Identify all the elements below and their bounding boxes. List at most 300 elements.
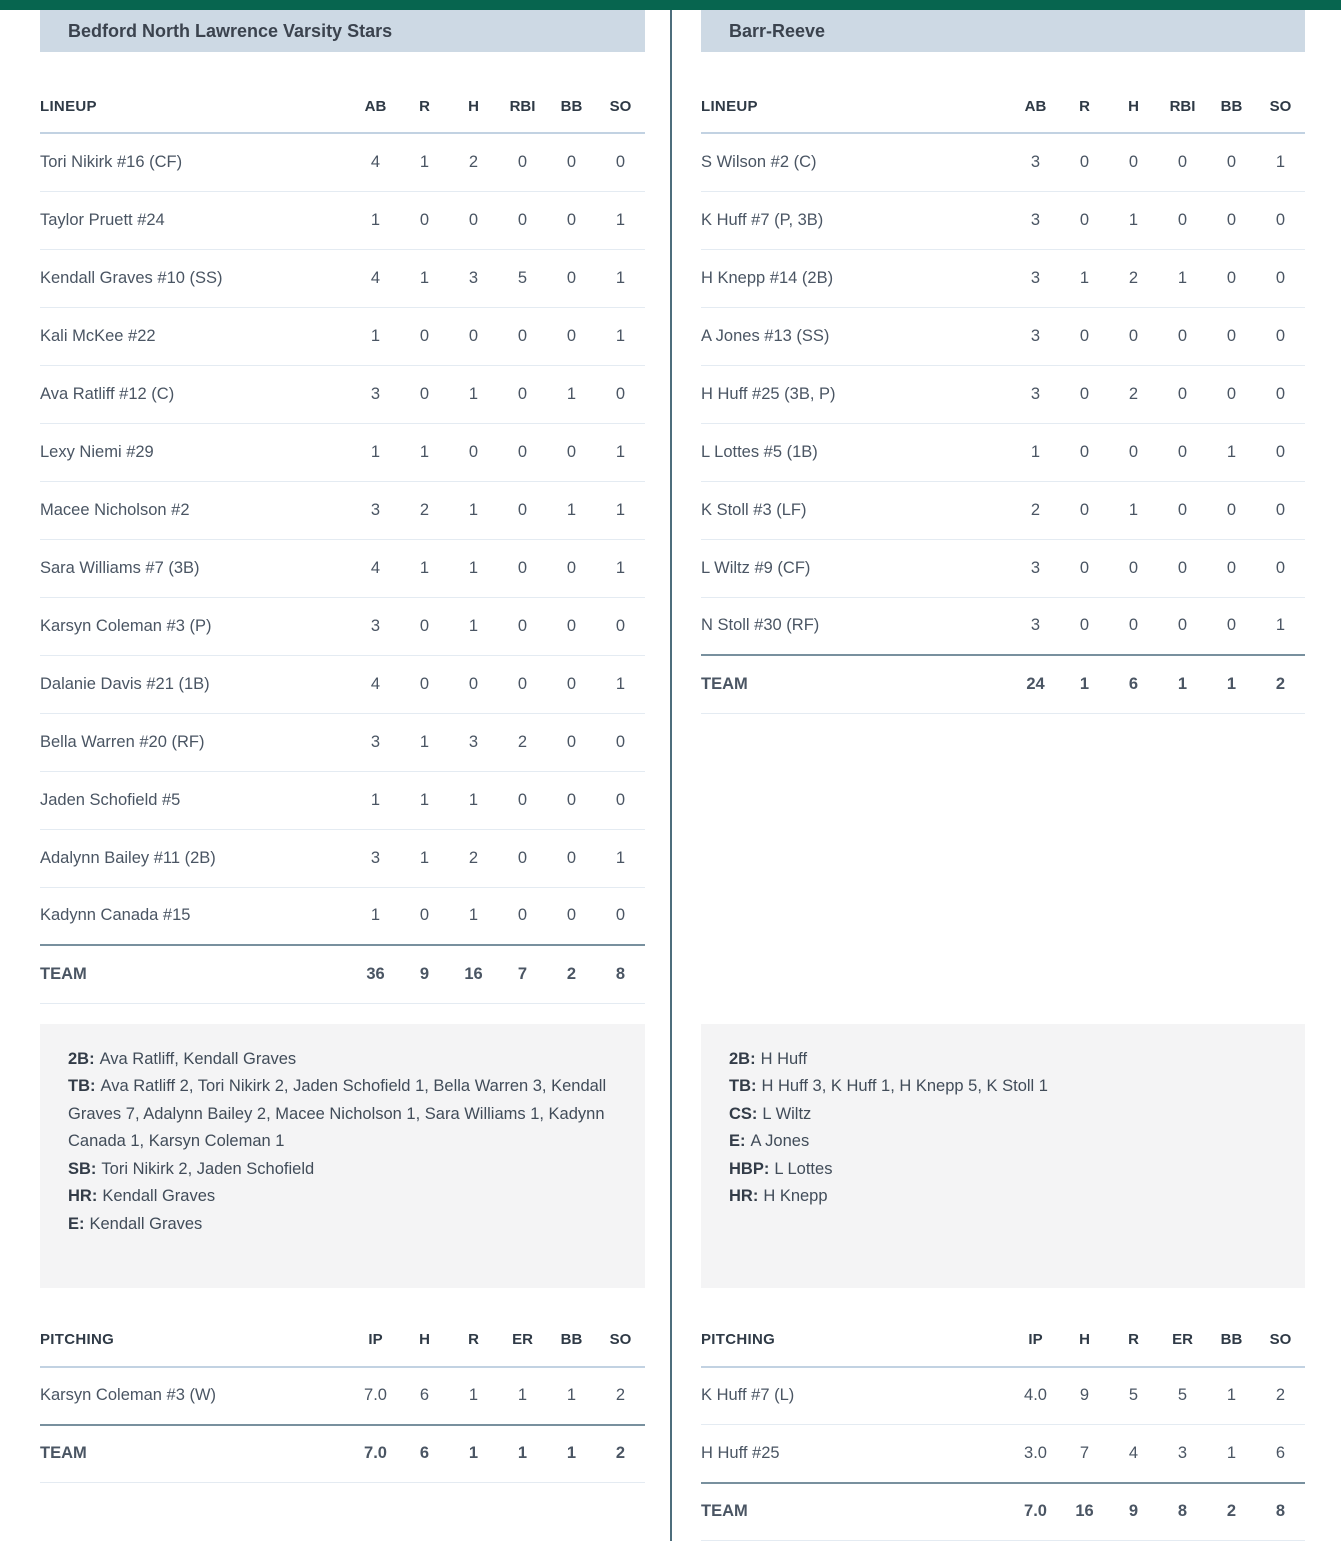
stat-cell: 0 xyxy=(1207,365,1256,423)
stat-cell: 0 xyxy=(1060,597,1109,655)
player-name: A Jones #13 (SS) xyxy=(701,307,1011,365)
lineup-header-row xyxy=(701,80,1305,133)
stat-cell: 0 xyxy=(547,597,596,655)
stat-cell: 1 xyxy=(596,423,645,481)
player-row xyxy=(701,191,1305,249)
stat-cell: 1 xyxy=(1011,423,1060,481)
stat-cell: 1 xyxy=(596,539,645,597)
team-total-label: TEAM xyxy=(40,1425,351,1483)
team-total-stat: 8 xyxy=(596,945,645,1003)
stat-cell: 4 xyxy=(351,133,400,191)
note-text: Kendall Graves xyxy=(90,1215,203,1233)
team-total-row xyxy=(701,655,1305,713)
stat-cell: 3 xyxy=(1011,191,1060,249)
stat-cell: 0 xyxy=(1060,133,1109,191)
note-line xyxy=(729,1156,1277,1184)
notes-cell xyxy=(0,1004,670,1288)
team-total-stat: 1 xyxy=(449,1425,498,1483)
column-header-bb: BB xyxy=(1207,80,1256,133)
lineup-body xyxy=(40,133,645,1003)
stat-cell: 1 xyxy=(351,191,400,249)
player-name: S Wilson #2 (C) xyxy=(701,133,1011,191)
stat-cell: 1 xyxy=(351,307,400,365)
column-header-ab: AB xyxy=(1011,80,1060,133)
team-total-stat: 24 xyxy=(1011,655,1060,713)
note-text: Ava Ratliff 2, Tori Nikirk 2, Jaden Schofield 1, Bella Warren 3, Kendall Graves 7, Adalynn Bailey 2, Macee Nicholson 1, Sara Williams 1, Kadynn Canada 1, Karsyn Coleman 1 xyxy=(68,1077,606,1150)
column-header-rbi: RBI xyxy=(498,80,547,133)
stat-cell: 7.0 xyxy=(351,1367,400,1425)
stat-cell: 0 xyxy=(1256,365,1305,423)
stat-cell: 0 xyxy=(1207,481,1256,539)
note-text: Kendall Graves xyxy=(102,1187,215,1205)
stat-cell: 1 xyxy=(400,423,449,481)
player-name: Kadynn Canada #15 xyxy=(40,887,351,945)
player-name: Karsyn Coleman #3 (P) xyxy=(40,597,351,655)
player-name: Jaden Schofield #5 xyxy=(40,771,351,829)
stat-cell: 0 xyxy=(596,597,645,655)
column-header-bb: BB xyxy=(547,80,596,133)
column-header-bb: BB xyxy=(547,1314,596,1367)
pitching-section-label: PITCHING xyxy=(40,1314,351,1367)
lineup-section-label: LINEUP xyxy=(40,80,351,133)
note-text: Ava Ratliff, Kendall Graves xyxy=(100,1050,297,1068)
stat-cell: 0 xyxy=(1158,481,1207,539)
stat-cell: 0 xyxy=(1109,133,1158,191)
player-name: K Stoll #3 (LF) xyxy=(701,481,1011,539)
stat-cell: 0 xyxy=(1256,539,1305,597)
stat-cell: 0 xyxy=(1207,539,1256,597)
stat-cell: 4 xyxy=(1109,1425,1158,1483)
column-header-r: R xyxy=(400,80,449,133)
pitching-cell xyxy=(670,1288,1341,1541)
stat-cell: 0 xyxy=(596,887,645,945)
stat-cell: 0 xyxy=(1256,307,1305,365)
stat-cell: 0 xyxy=(547,655,596,713)
stat-cell: 3 xyxy=(351,829,400,887)
player-row xyxy=(40,655,645,713)
note-label: HR: xyxy=(729,1187,758,1205)
stat-cell: 3 xyxy=(351,365,400,423)
team-total-stat: 7 xyxy=(498,945,547,1003)
team-total-stat: 1 xyxy=(498,1425,547,1483)
stat-cell: 0 xyxy=(547,829,596,887)
stat-cell: 2 xyxy=(400,481,449,539)
team-total-label: TEAM xyxy=(40,945,351,1003)
player-name: Taylor Pruett #24 xyxy=(40,191,351,249)
stat-cell: 0 xyxy=(498,481,547,539)
stat-cell: 0 xyxy=(1256,191,1305,249)
player-row xyxy=(701,249,1305,307)
stat-cell: 0 xyxy=(547,887,596,945)
stat-cell: 1 xyxy=(1158,249,1207,307)
player-name: Karsyn Coleman #3 (W) xyxy=(40,1367,351,1425)
team-total-stat: 1 xyxy=(1207,655,1256,713)
stat-cell: 0 xyxy=(498,365,547,423)
column-header-rbi: RBI xyxy=(1158,80,1207,133)
note-label: TB: xyxy=(729,1077,757,1095)
player-row xyxy=(40,597,645,655)
column-header-er: ER xyxy=(1158,1314,1207,1367)
team-total-stat: 8 xyxy=(1158,1483,1207,1541)
stat-cell: 2 xyxy=(498,713,547,771)
pitching-head xyxy=(701,1314,1305,1367)
stat-cell: 1 xyxy=(449,1367,498,1425)
lineup-body xyxy=(701,133,1305,713)
player-row xyxy=(40,133,645,191)
stat-cell: 0 xyxy=(498,191,547,249)
note-label: HBP: xyxy=(729,1160,769,1178)
player-name: Tori Nikirk #16 (CF) xyxy=(40,133,351,191)
player-name: Adalynn Bailey #11 (2B) xyxy=(40,829,351,887)
team-total-stat: 6 xyxy=(1109,655,1158,713)
stat-cell: 3.0 xyxy=(1011,1425,1060,1483)
player-name: H Huff #25 (3B, P) xyxy=(701,365,1011,423)
column-header-h: H xyxy=(400,1314,449,1367)
stat-cell: 1 xyxy=(449,365,498,423)
player-row xyxy=(40,249,645,307)
stat-cell: 1 xyxy=(1256,597,1305,655)
stat-cell: 9 xyxy=(1060,1367,1109,1425)
team-total-stat: 7.0 xyxy=(351,1425,400,1483)
stat-cell: 4.0 xyxy=(1011,1367,1060,1425)
team-total-stat: 1 xyxy=(1158,655,1207,713)
stat-cell: 1 xyxy=(1207,1367,1256,1425)
stat-cell: 0 xyxy=(449,423,498,481)
stat-cell: 2 xyxy=(1109,249,1158,307)
stat-cell: 1 xyxy=(596,481,645,539)
note-label: TB: xyxy=(68,1077,96,1095)
stat-cell: 0 xyxy=(498,655,547,713)
stat-cell: 2 xyxy=(449,829,498,887)
stat-cell: 1 xyxy=(547,365,596,423)
stat-cell: 1 xyxy=(498,1367,547,1425)
note-line xyxy=(729,1073,1277,1101)
stat-cell: 0 xyxy=(498,423,547,481)
stat-cell: 0 xyxy=(1109,423,1158,481)
note-label: 2B: xyxy=(68,1050,95,1068)
player-name: Macee Nicholson #2 xyxy=(40,481,351,539)
pitching-table xyxy=(701,1314,1305,1541)
stat-cell: 7 xyxy=(1060,1425,1109,1483)
column-header-h: H xyxy=(449,80,498,133)
top-accent-bar xyxy=(0,0,1341,10)
team-total-label: TEAM xyxy=(701,655,1011,713)
stat-cell: 0 xyxy=(547,249,596,307)
stat-cell: 0 xyxy=(400,191,449,249)
note-line xyxy=(729,1183,1277,1211)
stat-cell: 0 xyxy=(1158,365,1207,423)
stat-cell: 0 xyxy=(1060,365,1109,423)
pitching-cell xyxy=(0,1288,670,1484)
stat-cell: 0 xyxy=(1158,423,1207,481)
stat-cell: 0 xyxy=(449,191,498,249)
box-score-board xyxy=(0,10,1341,1541)
stat-cell: 3 xyxy=(351,713,400,771)
column-header-h: H xyxy=(1060,1314,1109,1367)
pitching-section-label: PITCHING xyxy=(701,1314,1011,1367)
stat-cell: 1 xyxy=(400,829,449,887)
player-name: H Knepp #14 (2B) xyxy=(701,249,1011,307)
stat-cell: 0 xyxy=(1207,191,1256,249)
stat-cell: 3 xyxy=(449,713,498,771)
note-label: SB: xyxy=(68,1160,96,1178)
note-text: L Wiltz xyxy=(762,1105,811,1123)
note-text: H Huff xyxy=(761,1050,807,1068)
stat-cell: 0 xyxy=(498,887,547,945)
stat-cell: 0 xyxy=(547,191,596,249)
player-name: K Huff #7 (P, 3B) xyxy=(701,191,1011,249)
stat-cell: 0 xyxy=(547,423,596,481)
note-label: E: xyxy=(729,1132,746,1150)
stat-cell: 0 xyxy=(1060,423,1109,481)
column-header-ip: IP xyxy=(351,1314,400,1367)
lineup-head xyxy=(701,80,1305,133)
stat-cell: 1 xyxy=(351,887,400,945)
notes-cell xyxy=(670,1004,1341,1288)
player-name: Kali McKee #22 xyxy=(40,307,351,365)
player-row xyxy=(701,133,1305,191)
player-row xyxy=(40,423,645,481)
stat-cell: 0 xyxy=(400,887,449,945)
stat-cell: 0 xyxy=(547,771,596,829)
column-header-ab: AB xyxy=(351,80,400,133)
stat-cell: 1 xyxy=(400,133,449,191)
stat-cell: 0 xyxy=(1256,423,1305,481)
stat-cell: 1 xyxy=(547,1367,596,1425)
stat-cell: 5 xyxy=(1158,1367,1207,1425)
stat-cell: 0 xyxy=(1060,307,1109,365)
team-total-row xyxy=(701,1483,1305,1541)
column-header-ip: IP xyxy=(1011,1314,1060,1367)
note-text: Tori Nikirk 2, Jaden Schofield xyxy=(101,1160,314,1178)
note-text: A Jones xyxy=(751,1132,810,1150)
column-header-r: R xyxy=(449,1314,498,1367)
stat-cell: 2 xyxy=(449,133,498,191)
stat-cell: 3 xyxy=(1011,249,1060,307)
note-line xyxy=(68,1156,617,1184)
team-total-stat: 8 xyxy=(1256,1483,1305,1541)
lineup-table xyxy=(40,80,645,1004)
stat-cell: 0 xyxy=(498,539,547,597)
stat-cell: 0 xyxy=(498,133,547,191)
stat-cell: 3 xyxy=(449,249,498,307)
team-header xyxy=(701,10,1305,52)
stat-cell: 1 xyxy=(1060,249,1109,307)
stat-cell: 3 xyxy=(351,481,400,539)
stat-cell: 0 xyxy=(400,655,449,713)
pitching-head xyxy=(40,1314,645,1367)
stat-cell: 0 xyxy=(1256,249,1305,307)
stat-cell: 3 xyxy=(1011,539,1060,597)
stat-cell: 4 xyxy=(351,539,400,597)
team-total-stat: 16 xyxy=(449,945,498,1003)
team-name: Bedford North Lawrence Varsity Stars xyxy=(68,21,392,41)
stat-cell: 0 xyxy=(1158,597,1207,655)
player-row xyxy=(40,307,645,365)
stat-cell: 1 xyxy=(351,771,400,829)
stat-cell: 3 xyxy=(1011,365,1060,423)
stat-cell: 1 xyxy=(449,887,498,945)
team-total-row xyxy=(40,945,645,1003)
lineup-cell xyxy=(670,52,1341,1004)
stat-cell: 5 xyxy=(1109,1367,1158,1425)
team-total-stat: 2 xyxy=(596,1425,645,1483)
team-total-stat: 36 xyxy=(351,945,400,1003)
stat-cell: 2 xyxy=(1256,1367,1305,1425)
note-line xyxy=(729,1128,1277,1156)
stat-cell: 0 xyxy=(1060,191,1109,249)
stat-cell: 0 xyxy=(1060,539,1109,597)
note-text: L Lottes xyxy=(774,1160,832,1178)
stat-cell: 0 xyxy=(400,307,449,365)
stat-cell: 0 xyxy=(1207,597,1256,655)
notes-box xyxy=(701,1024,1305,1288)
stat-cell: 0 xyxy=(498,307,547,365)
player-name: Kendall Graves #10 (SS) xyxy=(40,249,351,307)
player-row xyxy=(701,1425,1305,1483)
note-line xyxy=(729,1101,1277,1129)
stat-cell: 0 xyxy=(1109,307,1158,365)
team-total-stat: 6 xyxy=(400,1425,449,1483)
player-row xyxy=(40,365,645,423)
team-total-stat: 9 xyxy=(1109,1483,1158,1541)
player-row xyxy=(40,829,645,887)
column-header-so: SO xyxy=(1256,1314,1305,1367)
stat-cell: 3 xyxy=(1011,597,1060,655)
note-label: 2B: xyxy=(729,1050,756,1068)
stat-cell: 0 xyxy=(1207,307,1256,365)
team-total-stat: 9 xyxy=(400,945,449,1003)
stat-cell: 4 xyxy=(351,655,400,713)
note-label: HR: xyxy=(68,1187,97,1205)
stat-cell: 4 xyxy=(351,249,400,307)
pitching-body xyxy=(701,1367,1305,1541)
column-header-bb: BB xyxy=(1207,1314,1256,1367)
player-name: L Wiltz #9 (CF) xyxy=(701,539,1011,597)
stat-cell: 0 xyxy=(498,597,547,655)
player-row xyxy=(701,539,1305,597)
stat-cell: 1 xyxy=(1207,423,1256,481)
stat-cell: 0 xyxy=(1060,481,1109,539)
team-total-stat: 2 xyxy=(1256,655,1305,713)
player-name: Bella Warren #20 (RF) xyxy=(40,713,351,771)
player-row xyxy=(701,307,1305,365)
stat-cell: 0 xyxy=(547,133,596,191)
stat-cell: 6 xyxy=(1256,1425,1305,1483)
player-name: Ava Ratliff #12 (C) xyxy=(40,365,351,423)
stat-cell: 0 xyxy=(498,829,547,887)
stat-cell: 1 xyxy=(449,597,498,655)
notes-box xyxy=(40,1024,645,1288)
note-line xyxy=(68,1046,617,1074)
team-total-stat: 16 xyxy=(1060,1483,1109,1541)
player-row xyxy=(701,1367,1305,1425)
column-header-r: R xyxy=(1060,80,1109,133)
note-line xyxy=(729,1046,1277,1074)
stat-cell: 0 xyxy=(596,713,645,771)
note-text: H Huff 3, K Huff 1, H Knepp 5, K Stoll 1 xyxy=(762,1077,1048,1095)
stat-cell: 0 xyxy=(1109,597,1158,655)
note-label: E: xyxy=(68,1215,85,1233)
player-name: L Lottes #5 (1B) xyxy=(701,423,1011,481)
lineup-head xyxy=(40,80,645,133)
team-total-stat: 2 xyxy=(1207,1483,1256,1541)
player-row xyxy=(40,481,645,539)
column-header-so: SO xyxy=(596,1314,645,1367)
team-name: Barr-Reeve xyxy=(729,21,825,41)
player-name: Lexy Niemi #29 xyxy=(40,423,351,481)
team-total-stat: 1 xyxy=(547,1425,596,1483)
stat-cell: 1 xyxy=(596,655,645,713)
player-name: Dalanie Davis #21 (1B) xyxy=(40,655,351,713)
player-row xyxy=(40,713,645,771)
pitching-header-row xyxy=(40,1314,645,1367)
player-row xyxy=(40,771,645,829)
stat-cell: 0 xyxy=(1207,249,1256,307)
lineup-table xyxy=(701,80,1305,714)
stat-cell: 0 xyxy=(1158,191,1207,249)
player-row xyxy=(701,597,1305,655)
stat-cell: 3 xyxy=(351,597,400,655)
player-name: Sara Williams #7 (3B) xyxy=(40,539,351,597)
player-row xyxy=(40,191,645,249)
stat-cell: 3 xyxy=(1011,133,1060,191)
stat-cell: 2 xyxy=(596,1367,645,1425)
stat-cell: 0 xyxy=(547,307,596,365)
stat-cell: 1 xyxy=(596,249,645,307)
team-total-stat: 7.0 xyxy=(1011,1483,1060,1541)
note-line xyxy=(68,1073,617,1156)
stat-cell: 0 xyxy=(400,365,449,423)
stat-cell: 0 xyxy=(596,365,645,423)
pitching-table xyxy=(40,1314,645,1484)
stat-cell: 0 xyxy=(596,771,645,829)
stat-cell: 6 xyxy=(400,1367,449,1425)
stat-cell: 0 xyxy=(449,655,498,713)
stat-cell: 1 xyxy=(596,191,645,249)
team-total-label: TEAM xyxy=(701,1483,1011,1541)
player-name: H Huff #25 xyxy=(701,1425,1011,1483)
player-name: N Stoll #30 (RF) xyxy=(701,597,1011,655)
lineup-section-label: LINEUP xyxy=(701,80,1011,133)
team-total-stat: 1 xyxy=(1060,655,1109,713)
player-row xyxy=(701,481,1305,539)
stat-cell: 0 xyxy=(1109,539,1158,597)
lineup-cell xyxy=(0,52,670,1004)
note-line xyxy=(68,1183,617,1211)
stat-cell: 1 xyxy=(400,539,449,597)
pitching-header-row xyxy=(701,1314,1305,1367)
note-line xyxy=(68,1211,617,1239)
stat-cell: 0 xyxy=(1256,481,1305,539)
player-row xyxy=(701,423,1305,481)
stat-cell: 2 xyxy=(1109,365,1158,423)
stat-cell: 0 xyxy=(1158,307,1207,365)
stat-cell: 5 xyxy=(498,249,547,307)
stat-cell: 0 xyxy=(547,539,596,597)
note-text: H Knepp xyxy=(763,1187,827,1205)
player-row xyxy=(40,887,645,945)
stat-cell: 0 xyxy=(400,597,449,655)
stat-cell: 0 xyxy=(498,771,547,829)
stat-cell: 3 xyxy=(1011,307,1060,365)
stat-cell: 1 xyxy=(596,307,645,365)
stat-cell: 1 xyxy=(400,771,449,829)
stat-cell: 1 xyxy=(449,771,498,829)
pitching-body xyxy=(40,1367,645,1483)
stat-cell: 0 xyxy=(1158,539,1207,597)
stat-cell: 1 xyxy=(1109,191,1158,249)
